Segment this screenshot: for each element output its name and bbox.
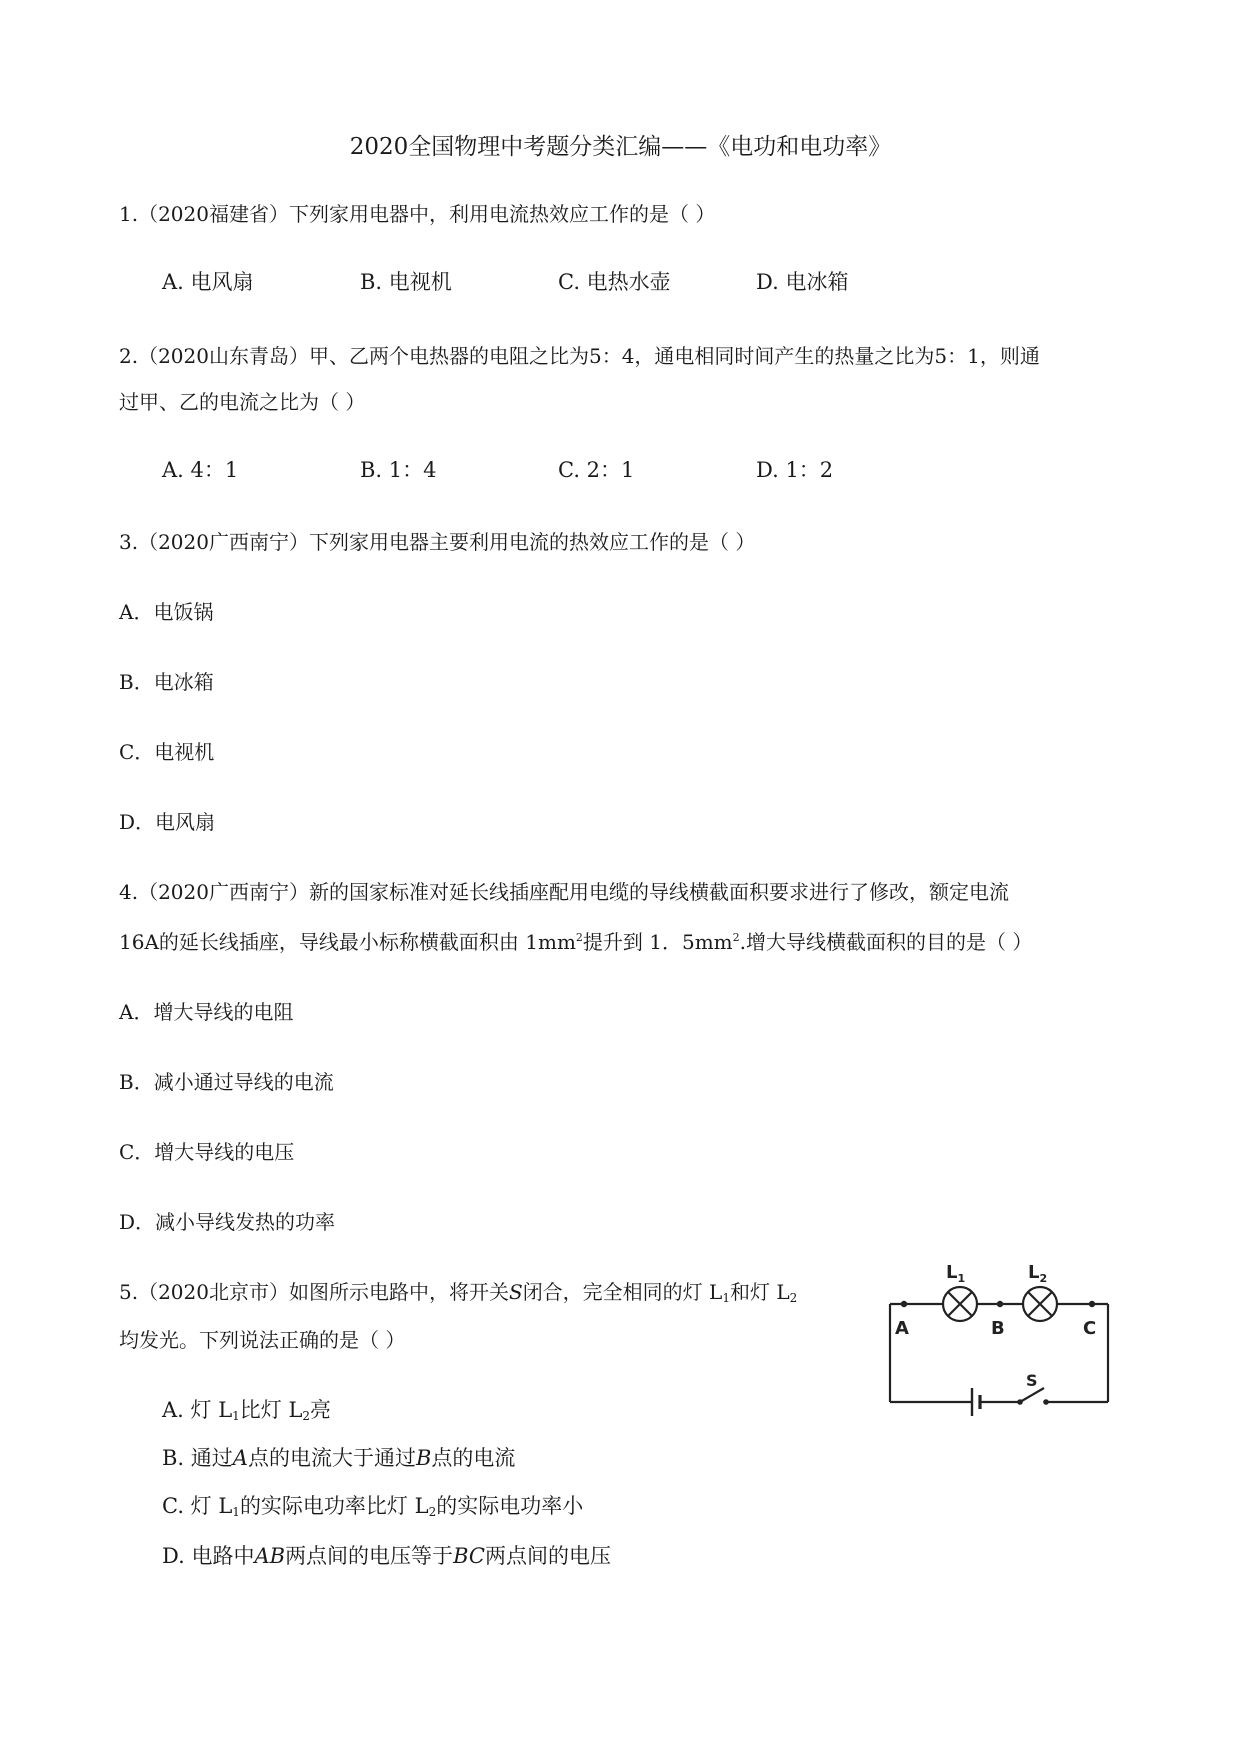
- question-4-stem-line2-part3: .增大导线横截面积的目的是（ ）: [739, 930, 1033, 954]
- subscript-2: 2: [302, 1409, 311, 1423]
- point-b-label: B: [415, 1446, 432, 1470]
- question-3-stem: 3.（2020广西南宁）下列家用电器主要利用电流的热效应工作的是（ ）: [119, 530, 756, 554]
- question-1-option-d: D. 电冰箱: [756, 270, 849, 294]
- question-5-option-d: [162, 1540, 611, 1570]
- question-4-stem-line2-part1: 16A的延长线插座，导线最小标称横截面积由 1mm: [119, 930, 576, 954]
- circuit-diagram: [880, 1258, 1120, 1418]
- lamp-l1-icon: [943, 1287, 977, 1321]
- option-d-text-2: 两点间的电压等于: [285, 1544, 454, 1568]
- question-2-option-c: C. 2：1: [558, 458, 635, 482]
- question-4-option-a: A．增大导线的电阻: [119, 1000, 294, 1024]
- question-3-option-d: D．电风扇: [119, 810, 216, 834]
- question-1-option-a: A. 电风扇: [162, 270, 254, 294]
- switch-contact: [1043, 1399, 1049, 1405]
- label-s: S: [1026, 1371, 1038, 1390]
- option-b-text-1: B. 通过: [162, 1446, 233, 1470]
- label-a: A: [895, 1318, 909, 1339]
- question-5-option-c: [162, 1490, 583, 1520]
- option-a-text-2: 比灯 L: [239, 1398, 303, 1422]
- question-4-option-d: D．减小导线发热的功率: [119, 1210, 336, 1234]
- question-4-option-c: C．增大导线的电压: [119, 1140, 295, 1164]
- question-3-option-b: B．电冰箱: [119, 670, 214, 694]
- switch-icon: [1020, 1388, 1044, 1402]
- segment-bc-label: BC: [453, 1544, 485, 1568]
- option-c-text-2: 的实际电功率比灯 L: [239, 1494, 429, 1518]
- label-b: B: [991, 1318, 1005, 1339]
- question-2-stem-line2: 过甲、乙的电流之比为（ ）: [119, 390, 366, 414]
- option-c-text-3: 的实际电功率小: [436, 1494, 584, 1518]
- option-a-text-3: 亮: [310, 1398, 332, 1422]
- option-b-text-2: 点的电流大于通过: [247, 1446, 416, 1470]
- option-a-text-1: A. 灯 L: [162, 1398, 233, 1422]
- switch-symbol-s: S: [508, 1280, 523, 1304]
- lamp-l2-icon: [1023, 1287, 1057, 1321]
- option-d-text-3: 两点间的电压: [484, 1544, 611, 1568]
- subscript-2: 2: [428, 1505, 437, 1519]
- superscript-2: 2: [575, 931, 583, 944]
- option-b-text-3: 点的电流: [431, 1446, 516, 1470]
- subscript-1: 1: [722, 1291, 730, 1305]
- question-4-stem-line2-part2: 提升到 1．5mm: [582, 930, 733, 954]
- label-l2-sub: 2: [1039, 1272, 1048, 1285]
- segment-ab-label: AB: [254, 1544, 286, 1568]
- label-l1: $L_1$: [946, 1262, 966, 1285]
- question-5-text-3: 和灯 L: [729, 1280, 790, 1304]
- subscript-1: 1: [232, 1409, 240, 1423]
- battery-icon: [972, 1388, 980, 1416]
- question-1-stem: 1.（2020福建省）下列家用电器中，利用电流热效应工作的是（ ）: [119, 202, 716, 226]
- label-l2: $L_2$: [1028, 1262, 1048, 1285]
- page-title: 2020全国物理中考题分类汇编——《电功和电功率》: [349, 134, 892, 160]
- question-4-stem-line1: 4.（2020广西南宁）新的国家标准对延长线插座配用电缆的导线横截面积要求进行了修改，额定电流: [119, 880, 1009, 904]
- question-5-stem-line2: 均发光。下列说法正确的是（ ）: [119, 1328, 406, 1352]
- question-5-stem-line1: [119, 1276, 797, 1305]
- question-5-option-a: [162, 1394, 331, 1424]
- node-a: [901, 1301, 907, 1307]
- subscript-2: 2: [789, 1291, 798, 1305]
- question-3-option-a: A．电饭锅: [119, 600, 214, 624]
- question-3-option-c: C．电视机: [119, 740, 215, 764]
- node-b: [997, 1301, 1003, 1307]
- question-2-option-a: A. 4：1: [162, 458, 239, 482]
- question-4-stem-line2: [119, 926, 1032, 955]
- question-2-option-d: D. 1：2: [756, 458, 834, 482]
- question-1-option-c: C. 电热水壶: [558, 270, 671, 294]
- point-a-label: A: [232, 1446, 248, 1470]
- superscript-2: 2: [732, 931, 740, 944]
- switch-pivot: [1017, 1399, 1023, 1405]
- question-2-stem-line1: 2.（2020山东青岛）甲、乙两个电热器的电阻之比为5：4，通电相同时间产生的热量之比为5：1，则通: [119, 344, 1040, 368]
- label-l1-sub: 1: [957, 1272, 966, 1285]
- question-5-text-1: 5.（2020北京市）如图所示电路中，将开关: [119, 1280, 509, 1304]
- node-c: [1089, 1301, 1095, 1307]
- question-1-option-b: B. 电视机: [360, 270, 452, 294]
- question-4-option-b: B．减小通过导线的电流: [119, 1070, 334, 1094]
- subscript-1: 1: [232, 1505, 240, 1519]
- question-2-option-b: B. 1：4: [360, 458, 437, 482]
- question-5-text-2: 闭合，完全相同的灯 L: [522, 1280, 723, 1304]
- label-c: C: [1083, 1318, 1097, 1339]
- option-d-text-1: D. 电路中: [162, 1544, 255, 1568]
- question-5-option-b: [162, 1442, 515, 1472]
- option-c-text-1: C. 灯 L: [162, 1494, 233, 1518]
